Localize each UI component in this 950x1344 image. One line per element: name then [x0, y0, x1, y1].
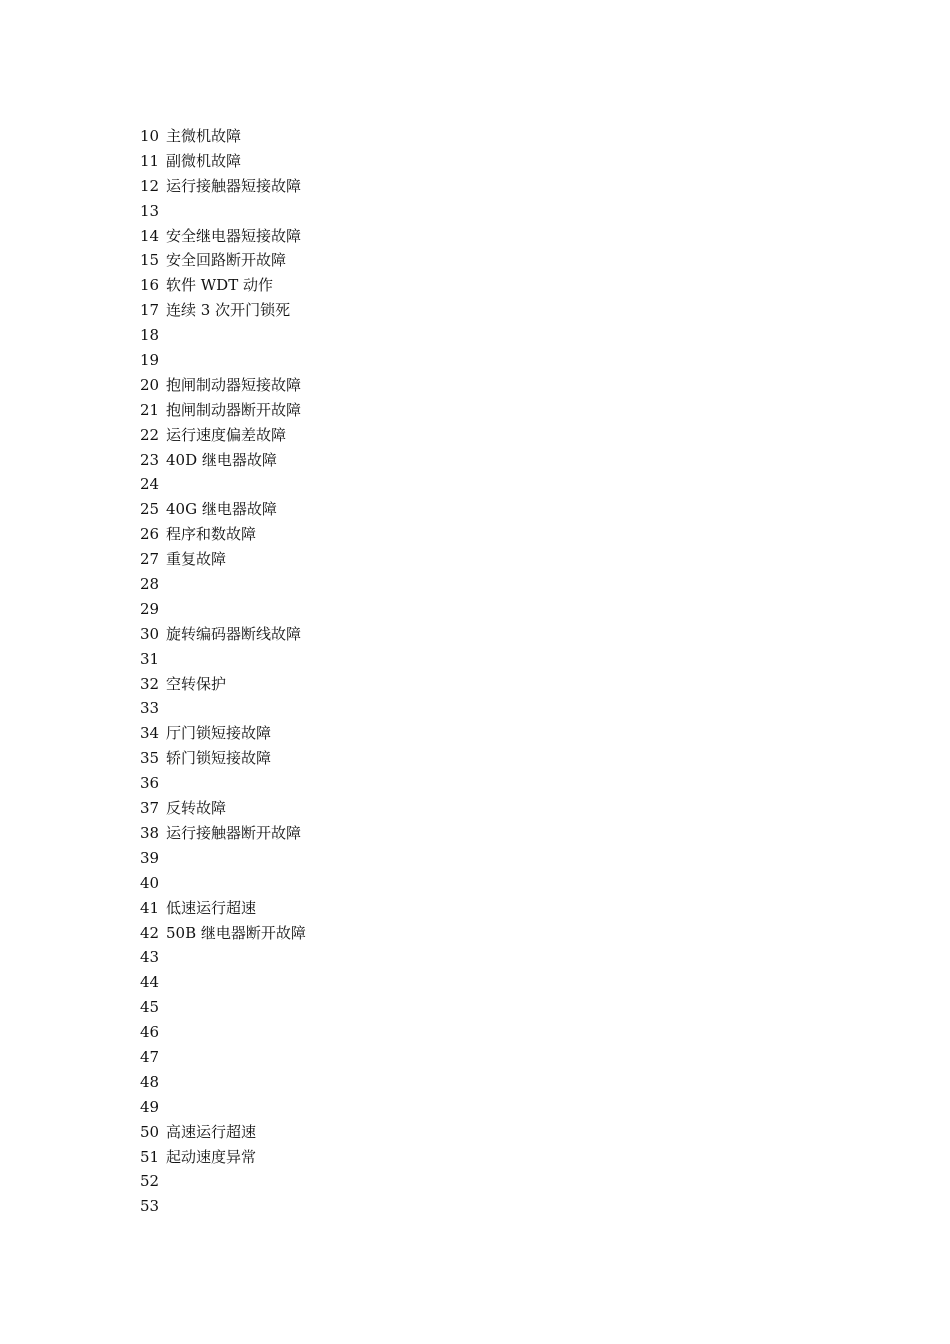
fault-code-number: 12 — [140, 176, 160, 195]
fault-code-row — [140, 547, 306, 572]
fault-code-description: 安全继电器短接故障 — [166, 226, 302, 245]
fault-code-number: 22 — [140, 425, 160, 444]
fault-code-row — [140, 472, 306, 497]
fault-code-row — [140, 1169, 306, 1194]
fault-code-number: 29 — [140, 599, 160, 618]
fault-code-row — [140, 995, 306, 1020]
fault-code-row — [140, 1120, 306, 1145]
fault-code-row — [140, 1194, 306, 1219]
fault-code-number: 19 — [140, 351, 160, 370]
fault-code-number: 20 — [140, 375, 160, 394]
fault-code-number: 26 — [140, 525, 160, 544]
fault-code-description: 起动速度异常 — [166, 1147, 257, 1166]
fault-code-description: 反转故障 — [166, 799, 227, 818]
fault-code-number: 46 — [140, 1023, 160, 1042]
fault-code-row — [140, 746, 306, 771]
fault-code-description: 抱闸制动器断开故障 — [166, 400, 302, 419]
fault-code-row — [140, 124, 306, 149]
fault-code-description: 软件 WDT 动作 — [166, 276, 273, 295]
fault-code-number: 32 — [140, 674, 160, 693]
fault-code-row — [140, 970, 306, 995]
fault-code-list — [140, 124, 306, 1219]
fault-code-row — [140, 821, 306, 846]
fault-code-row — [140, 273, 306, 298]
fault-code-number: 10 — [140, 127, 160, 145]
fault-code-number: 34 — [140, 724, 160, 743]
fault-code-description: 50B 继电器断开故障 — [166, 923, 306, 942]
fault-code-row — [140, 522, 306, 547]
fault-code-row — [140, 572, 306, 597]
fault-code-row — [140, 647, 306, 672]
fault-code-row — [140, 1045, 306, 1070]
fault-code-row — [140, 871, 306, 896]
fault-code-number: 16 — [140, 276, 160, 295]
fault-code-number: 52 — [140, 1172, 160, 1191]
fault-code-description: 旋转编码器断线故障 — [166, 624, 302, 643]
fault-code-description: 副微机故障 — [166, 151, 242, 170]
fault-code-row — [140, 721, 306, 746]
fault-code-number: 42 — [140, 923, 160, 942]
fault-code-number: 14 — [140, 226, 160, 245]
fault-code-number: 15 — [140, 251, 160, 270]
fault-code-number: 45 — [140, 998, 160, 1017]
fault-code-row — [140, 696, 306, 721]
fault-code-row — [140, 423, 306, 448]
fault-code-row — [140, 1070, 306, 1095]
fault-code-number: 48 — [140, 1072, 160, 1091]
fault-code-description: 高速运行超速 — [166, 1122, 257, 1141]
fault-code-number: 35 — [140, 749, 160, 768]
fault-code-row — [140, 622, 306, 647]
fault-code-description: 主微机故障 — [166, 127, 242, 145]
fault-code-description: 轿门锁短接故障 — [166, 749, 272, 768]
fault-code-number: 13 — [140, 201, 160, 220]
fault-code-number: 38 — [140, 823, 160, 842]
fault-code-number: 37 — [140, 799, 160, 818]
fault-code-row — [140, 224, 306, 249]
fault-code-number: 21 — [140, 400, 160, 419]
fault-code-row — [140, 1020, 306, 1045]
fault-code-row — [140, 298, 306, 323]
fault-code-row — [140, 896, 306, 921]
fault-code-description: 运行接触器短接故障 — [166, 176, 302, 195]
fault-code-row — [140, 597, 306, 622]
fault-code-number: 24 — [140, 475, 160, 494]
fault-code-row — [140, 1095, 306, 1120]
fault-code-row — [140, 497, 306, 522]
fault-code-description: 低速运行超速 — [166, 898, 257, 917]
fault-code-description: 重复故障 — [166, 550, 227, 569]
fault-code-description: 厅门锁短接故障 — [166, 724, 272, 743]
fault-code-row — [140, 398, 306, 423]
fault-code-number: 11 — [140, 151, 160, 170]
fault-code-number: 36 — [140, 774, 160, 793]
fault-code-row — [140, 846, 306, 871]
fault-code-number: 33 — [140, 699, 160, 718]
fault-code-number: 27 — [140, 550, 160, 569]
fault-code-row — [140, 348, 306, 373]
fault-code-number: 41 — [140, 898, 160, 917]
fault-code-row — [140, 921, 306, 946]
fault-code-number: 28 — [140, 575, 160, 594]
fault-code-number: 49 — [140, 1097, 160, 1116]
fault-code-description: 40D 继电器故障 — [166, 450, 277, 469]
fault-code-number: 43 — [140, 948, 160, 967]
fault-code-row — [140, 149, 306, 174]
fault-code-number: 44 — [140, 973, 160, 992]
fault-code-description: 连续 3 次开门锁死 — [166, 301, 291, 320]
fault-code-description: 安全回路断开故障 — [166, 251, 287, 270]
fault-code-description: 程序和数故障 — [166, 525, 257, 544]
fault-code-number: 18 — [140, 326, 160, 345]
fault-code-description: 空转保护 — [166, 674, 227, 693]
fault-code-row — [140, 945, 306, 970]
fault-code-number: 50 — [140, 1122, 160, 1141]
fault-code-number: 31 — [140, 649, 160, 668]
fault-code-description: 40G 继电器故障 — [166, 500, 277, 519]
fault-code-row — [140, 323, 306, 348]
fault-code-row — [140, 796, 306, 821]
fault-code-description: 抱闸制动器短接故障 — [166, 375, 302, 394]
fault-code-number: 30 — [140, 624, 160, 643]
fault-code-row — [140, 771, 306, 796]
fault-code-row — [140, 1145, 306, 1170]
fault-code-description: 运行速度偏差故障 — [166, 425, 287, 444]
fault-code-number: 40 — [140, 873, 160, 892]
fault-code-number: 47 — [140, 1047, 160, 1066]
fault-code-row — [140, 672, 306, 697]
fault-code-number: 53 — [140, 1197, 160, 1216]
fault-code-description: 运行接触器断开故障 — [166, 823, 302, 842]
fault-code-row — [140, 174, 306, 199]
fault-code-row — [140, 199, 306, 224]
fault-code-row — [140, 448, 306, 473]
fault-code-number: 39 — [140, 848, 160, 867]
fault-code-number: 51 — [140, 1147, 160, 1166]
fault-code-number: 25 — [140, 500, 160, 519]
fault-code-row — [140, 248, 306, 273]
fault-code-row — [140, 373, 306, 398]
fault-code-number: 23 — [140, 450, 160, 469]
fault-code-number: 17 — [140, 301, 160, 320]
